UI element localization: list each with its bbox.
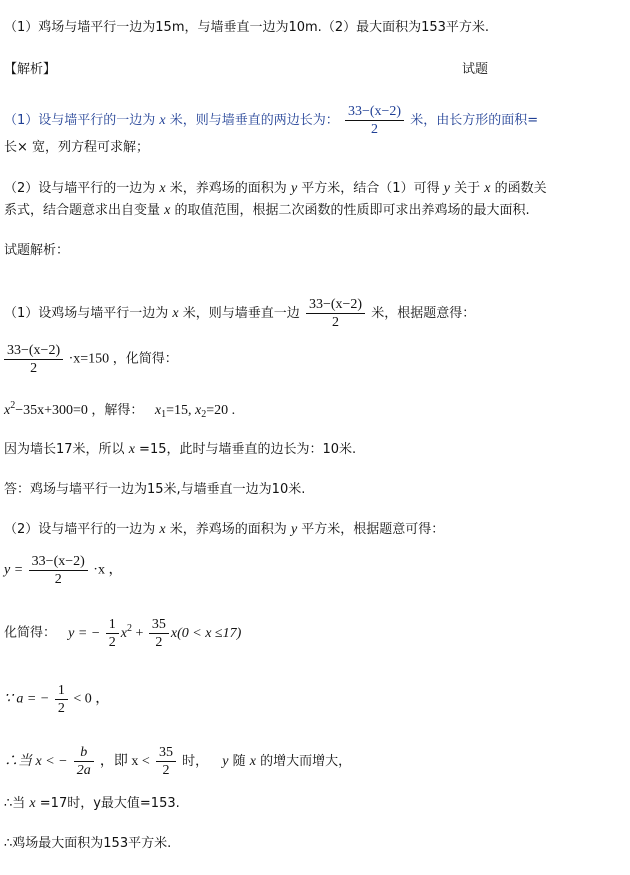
equation-tail: ·x=150 xyxy=(68,351,110,367)
var-y: y xyxy=(290,522,298,537)
analysis-p1-text-b: 米，则与墙垂直的两边长为： xyxy=(169,113,339,128)
var-x: x xyxy=(164,203,171,218)
fraction-denominator: 2 xyxy=(332,315,339,330)
solution-text: （1）设鸡场与墙平行一边为 xyxy=(4,306,169,321)
solution-heading: 试题解析： xyxy=(4,243,70,258)
var-x: x xyxy=(29,796,36,811)
equation-2 xyxy=(4,398,235,423)
solution-line-8 xyxy=(4,744,351,779)
fraction-numerator: 35 xyxy=(156,744,176,762)
var-x1: x xyxy=(154,403,162,418)
solution-line-1 xyxy=(4,296,475,331)
solution-text: 米，根据题意得： xyxy=(371,306,476,321)
analysis-p1-text-c: 米，由长方形的面积= xyxy=(410,113,539,128)
analysis-p2-text-b: 米，养鸡场的面积为 xyxy=(169,181,287,196)
fraction xyxy=(345,103,404,138)
fraction-denominator: 2 xyxy=(54,572,62,587)
var-x: x xyxy=(128,442,135,457)
var-x: x xyxy=(484,181,491,196)
fraction-denominator: 2 xyxy=(57,701,65,716)
solution-text: =15，此时与墙垂直的边长为：10米. xyxy=(139,442,357,457)
equation-tail: x(0 < x ≤17) xyxy=(170,625,242,641)
equation-lhs: y = xyxy=(4,562,24,578)
fraction-numerator: 33−(x−2) xyxy=(306,296,365,314)
var-x: x xyxy=(159,522,166,537)
analysis-p2-text-f: 系式，结合题意求出自变量 xyxy=(4,203,161,218)
fraction xyxy=(4,342,63,377)
var-x: x xyxy=(120,625,127,641)
equation-text: ，即 x < xyxy=(99,754,150,769)
fraction xyxy=(156,744,176,779)
root-1: =15, xyxy=(166,403,192,418)
solution-text: 化简得： xyxy=(4,625,57,641)
analysis-p1-cont: 长× 宽，列方程可求解； xyxy=(4,140,150,155)
var-x: x xyxy=(159,181,166,196)
fraction xyxy=(55,682,68,717)
comma: ， xyxy=(108,562,123,578)
fraction-denominator: 2 xyxy=(162,763,170,778)
analysis-p1-text-a: （1）设与墙平行的一边为 xyxy=(4,113,156,128)
solution-text: 时， xyxy=(182,754,209,769)
conclusion: ∴鸡场最大面积为153平方米. xyxy=(4,836,172,851)
equation-1 xyxy=(4,342,178,377)
equation-text: ∴当 x < − xyxy=(4,754,68,769)
equation-text: −35x+300=0 xyxy=(15,403,88,418)
analysis-p1 xyxy=(4,103,538,138)
equation-tail: ·x xyxy=(93,562,105,578)
solution-text: 米，则与墙垂直一边 xyxy=(182,306,300,321)
analysis-heading: 【解析】 xyxy=(4,62,57,77)
var-y: y xyxy=(222,754,229,769)
subscript: 2 xyxy=(201,409,207,420)
fraction xyxy=(106,616,119,651)
solution-text: 随 xyxy=(232,754,246,769)
fraction-numerator: 33−(x−2) xyxy=(4,342,63,360)
equation-4 xyxy=(4,616,241,651)
var-x2: x xyxy=(195,403,202,418)
equation-text: < 0 xyxy=(73,691,92,707)
solution-text: 平方米，根据题意可得： xyxy=(301,522,445,537)
superscript: 2 xyxy=(126,622,132,634)
analysis-p2-text-a: （2）设与墙平行的一边为 xyxy=(4,181,156,196)
equation-note: ，化简得： xyxy=(112,351,178,367)
fraction-denominator: 2 xyxy=(30,361,38,376)
plus-sign: + xyxy=(135,625,144,641)
fraction-numerator: 35 xyxy=(149,616,169,634)
solution-text: 的增大而增大， xyxy=(260,754,352,769)
answer-sentence: 答：鸡场与墙平行一边为15米,与墙垂直一边为10米. xyxy=(4,482,306,497)
solution-text: 因为墙长17米，所以 xyxy=(4,442,125,457)
fraction-denominator: 2a xyxy=(76,763,91,778)
equation-3 xyxy=(4,553,122,588)
root-2: =20 xyxy=(206,403,229,418)
analysis-p2 xyxy=(4,181,547,197)
fraction-numerator: 33−(x−2) xyxy=(29,553,88,571)
analysis-p2-text-e: 的函数关 xyxy=(494,181,547,196)
fraction-denominator: 2 xyxy=(371,122,378,137)
analysis-p2-text-g: 的取值范围，根据二次函数的性质即可求出养鸡场的最大面积. xyxy=(174,203,530,218)
equation-lhs: y = − xyxy=(68,625,101,641)
equation-lhs: ∵ a = − xyxy=(4,691,50,707)
fraction-denominator: 2 xyxy=(155,635,163,650)
equation-note: ，解得： xyxy=(91,403,144,418)
analysis-p2-text-d: 关于 xyxy=(454,181,481,196)
var-y: y xyxy=(443,181,450,196)
var-x: x xyxy=(159,113,166,128)
equation-5 xyxy=(4,682,109,717)
solution-line-5 xyxy=(4,522,444,538)
var-x: x xyxy=(172,306,179,321)
var-y: y xyxy=(290,181,298,196)
superscript: 2 xyxy=(10,400,16,411)
fraction xyxy=(29,553,88,588)
fraction xyxy=(74,744,94,779)
solution-text: 米，养鸡场的面积为 xyxy=(169,522,287,537)
fraction-numerator: 33−(x−2) xyxy=(345,103,404,121)
solution-text: （2）设与墙平行的一边为 xyxy=(4,522,156,537)
fraction-numerator: 1 xyxy=(55,682,68,700)
fraction xyxy=(306,296,365,331)
solution-line-3 xyxy=(4,442,356,458)
answer-line: （1）鸡场与墙平行一边为15m，与墙垂直一边为10m.（2）最大面积为153平方米. xyxy=(4,20,490,35)
fraction-numerator: 1 xyxy=(106,616,119,634)
var-x: x xyxy=(249,754,256,769)
subscript: 1 xyxy=(161,409,167,420)
fraction-denominator: 2 xyxy=(108,635,116,650)
fraction xyxy=(149,616,169,651)
period: . xyxy=(231,403,236,418)
solution-text: ∴当 xyxy=(4,796,26,811)
analysis-p2-text-c: 平方米，结合（1）可得 xyxy=(301,181,440,196)
comma: ， xyxy=(95,691,110,707)
analysis-p2-cont xyxy=(4,203,530,219)
var-x: x xyxy=(4,403,11,418)
analysis-tag: 试题 xyxy=(462,62,489,77)
fraction-numerator: b xyxy=(74,744,94,762)
solution-text: =17时，y最大值=153. xyxy=(39,796,180,811)
solution-line-9 xyxy=(4,796,180,812)
